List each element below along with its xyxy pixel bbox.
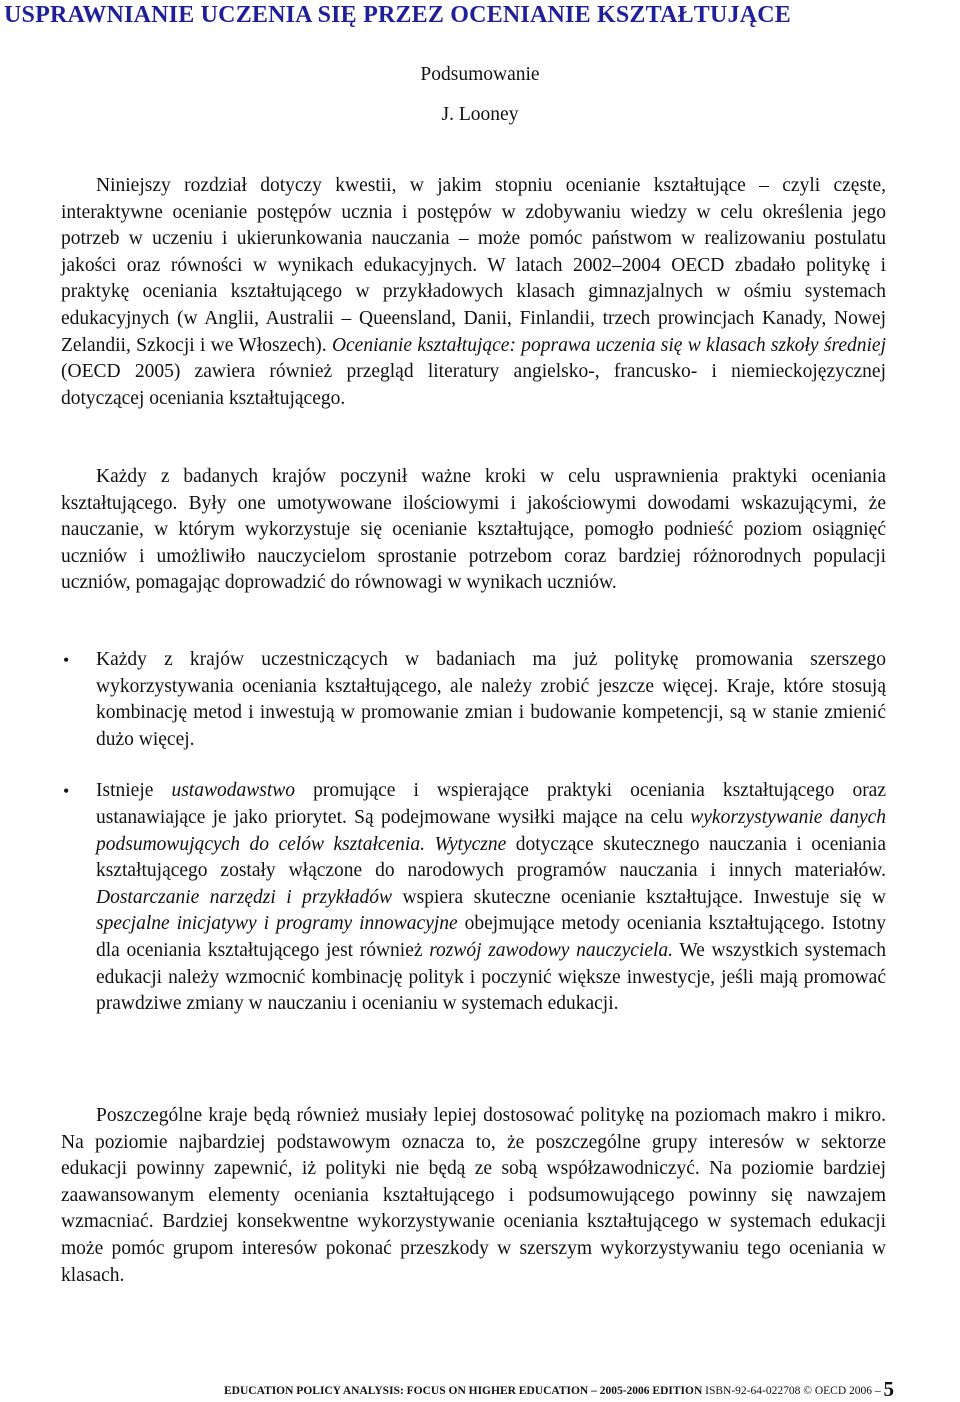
bullet-2-text-5: wspiera skuteczne ocenianie kształtujące. Inwestuje się w xyxy=(392,886,886,908)
bullet-2-italic-6: rozwój zawodowy nauczyciela. xyxy=(429,939,674,961)
bullet-marker-icon: • xyxy=(63,650,70,670)
page-title: USPRAWNIANIE UCZENIA SIĘ PRZEZ OCENIANIE KSZTAŁTUJĄCE xyxy=(4,2,791,28)
paragraph-2 xyxy=(61,464,886,597)
bullet-1-text-2: Kraje, które stosują kombinację metod i inwestują w promowanie zmian i budowanie kompetencji, są w stanie zmienić dużo więcej. xyxy=(96,675,886,750)
bullet-2-text-2: promujące i wspierające praktyki oceniania kształtującego oraz ustanawiające je jako priorytet. Są podejmowane wysiłki mające na celu xyxy=(96,780,886,828)
paragraph-1-sentence-3: (OECD 2005) zawiera również przegląd literatury angielsko-, francusko- i niemieckojęzycznej dotyczącej oceniania kształtującego. xyxy=(61,361,886,409)
paragraph-2-sentence-2: Były one umotywowane ilościowymi i jakościowymi dowodami wskazującymi, że nauczanie, w którym wykorzystuje się ocenianie kształtujące, pomogło podnieść poziom osiągnięć uczniów i umożliwiło nauczycielom sprostanie potrzebom coraz bardziej różnorodnych populacji uczniów, pomagając doprowadzić do równowagi w wynikach uczniów. xyxy=(61,492,886,594)
page-number: 5 xyxy=(883,1377,895,1401)
bullet-marker-icon: • xyxy=(63,781,70,802)
bullet-2-italic-4: Dostarczanie narzędzi i przykładów xyxy=(96,886,393,908)
footer-isbn: ISBN-92-64-022708 © OECD 2006 – xyxy=(702,1385,884,1397)
paragraph-3: Poszczególne kraje będą również musiały lepiej dostosować politykę na poziomach makro i mikro. Na poziomie najbardziej podstawowym oznacza to, że poszczególne grupy interesów w sektorze edukacji powinny zapewnić, iż polityki nie będą ze sobą współzawodniczyć. Na poziomie bardziej zaawansowanym elementy oceniania kształtującego i podsumowującego powinny się nawzajem wzmacniać. Bardziej konsekwentne wykorzystywanie oceniania kształtującego w systemach edukacji może pomóc grupom interesów pokonać przeszkody w szerszym wykorzystywaniu tego oceniania w klasach. xyxy=(61,1105,886,1286)
bullet-2-italic-1: ustawodawstwo xyxy=(171,780,296,802)
bullet-1-text-1: Każdy z krajów uczestniczących w badaniach ma już politykę promowania szerszego wykorzystywania oceniania kształtującego, ale należy zrobić jeszcze więcej. xyxy=(96,649,886,697)
bullet-list xyxy=(61,647,886,1018)
paragraph-1-sentence-1: Niniejszy rozdział dotyczy kwestii, w jakim stopniu ocenianie kształtujące – czyli częste, interaktywne ocenianie postępów ucznia i postępów w zdobywaniu wiedzy w celu określenia jego potrzeb w uczeniu i ukierunkowania nauczania – może pomóc państwom w realizowaniu postulatu jakości oraz równości w wynikach edukacyjnych. xyxy=(61,175,886,276)
author-name: J. Looney xyxy=(441,104,519,125)
section-subtitle: Podsumowanie xyxy=(420,64,540,85)
report-title-italic: Ocenianie kształtujące: poprawa uczenia się w klasach szkoły średniej xyxy=(331,334,886,356)
bullet-2-text-6: obejmujące metody oceniania kształtującego. Istotny dla oceniania kształtującego jest również xyxy=(96,913,886,961)
bullet-2-italic-5: specjalne inicjatywy i programy innowacyjne xyxy=(96,913,458,935)
paragraph-1 xyxy=(61,173,886,412)
bullet-2-text-4: dotyczące skutecznego nauczania i oceniania kształtującego zostały włączone do narodowych programów nauczania i innych materiałów. xyxy=(96,833,886,882)
paragraph-findings xyxy=(61,464,886,597)
bullet-2-italic-3: Wytyczne xyxy=(434,833,507,855)
footer-series: EDUCATION POLICY ANALYSIS: FOCUS ON HIGHER EDUCATION – 2005-2006 EDITION xyxy=(224,1385,703,1397)
bullet-2-text-7: We wszystkich systemach edukacji należy wzmocnić kombinację polityk i poczynić większe inwestycje, jeśli mają promować prawdziwe zmiany w nauczaniu i ocenianiu w systemach edukacji. xyxy=(96,939,887,1015)
bullet-item-policy xyxy=(61,647,886,753)
bullet-2-italic-2: wykorzystywanie danych podsumowujących do celów kształcenia. xyxy=(96,806,886,855)
paragraph-closing xyxy=(61,1103,886,1289)
bullet-item-legislation xyxy=(61,778,886,1017)
bullet-2-text-1: Istnieje xyxy=(96,780,172,802)
paragraph-intro xyxy=(61,173,886,412)
paragraph-2-sentence-1: Każdy z badanych krajów poczynił ważne kroki w celu usprawnienia praktyki oceniania kształtującego. xyxy=(61,466,886,514)
paragraph-1-sentence-2: W latach 2002–2004 OECD zbadało politykę i praktykę oceniania kształtującego w przykładowych klasach gimnazjalnych w ośmiu systemach edukacyjnych (w Anglii, Australii – Queensland, Danii, Finlandii, trzech prowincjach Kanady, Nowej Zelandii, Szkocji i we Włoszech). xyxy=(61,254,886,356)
page-footer xyxy=(224,1377,959,1402)
